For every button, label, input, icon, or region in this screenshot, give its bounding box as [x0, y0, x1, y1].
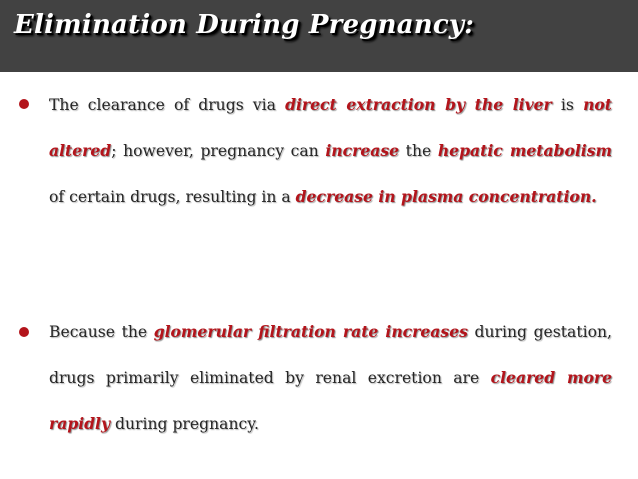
emphasis-text: glomerular filtration rate increases: [153, 322, 468, 341]
text-segment: Because the: [49, 323, 154, 341]
bullet-dot-icon: [19, 327, 29, 337]
emphasis-text: cleared more rapidly: [49, 368, 613, 433]
text-segment: is: [551, 96, 584, 114]
emphasis-text: decrease in plasma concentration.: [295, 187, 597, 206]
emphasis-text: not altered: [49, 95, 613, 160]
emphasis-text: hepatic metabolism: [437, 141, 612, 160]
emphasis-text: direct extraction by the liver: [285, 95, 552, 114]
title-bar: [0, 0, 638, 72]
bullet-text-2: [49, 309, 612, 447]
text-segment: The clearance of drugs via: [49, 96, 286, 114]
text-segment: of certain drugs, resulting in a: [49, 188, 296, 206]
text-segment: during gestation, drugs primarily eliminated by renal excretion are: [49, 323, 612, 387]
text-segment: the: [399, 142, 438, 160]
bullet-text-1: [49, 82, 612, 220]
text-segment: during pregnancy.: [110, 415, 259, 433]
emphasis-text: increase: [325, 141, 400, 160]
slide-title: Elimination During Pregnancy:: [14, 10, 475, 40]
bullet-dot-icon: [19, 99, 29, 109]
text-segment: ; however, pregnancy can: [111, 142, 326, 160]
